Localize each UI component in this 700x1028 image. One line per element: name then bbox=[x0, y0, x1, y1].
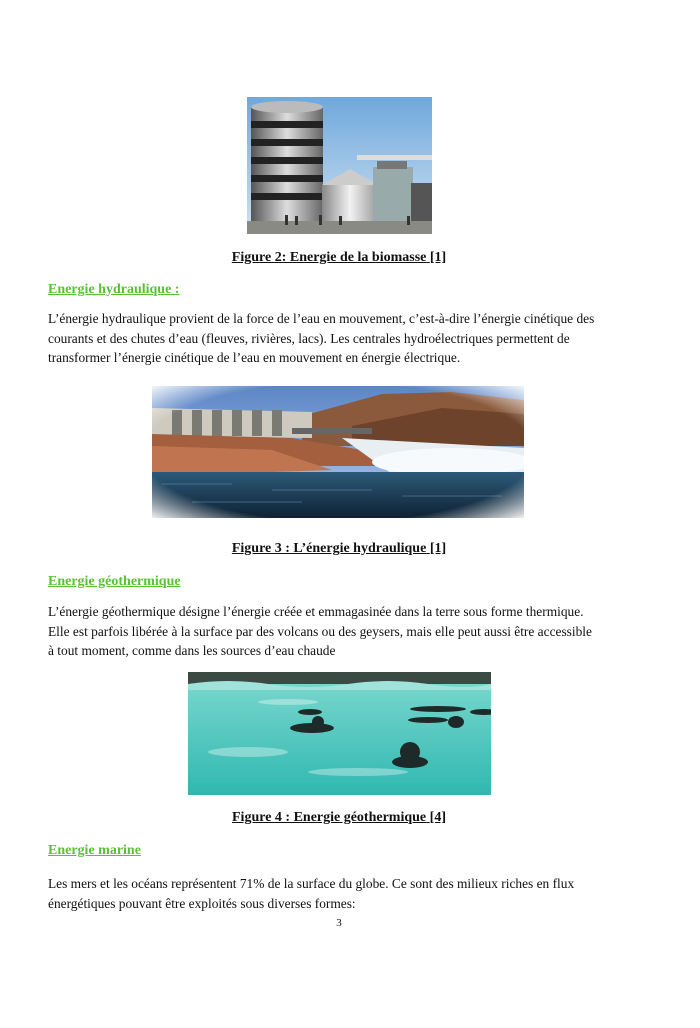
figure-2-caption: Figure 2: Energie de la biomasse [1] bbox=[231, 250, 447, 265]
heading-hydraulique: Energie hydraulique : bbox=[48, 282, 180, 297]
page-number: 3 bbox=[336, 917, 342, 929]
geothermal-pool-image bbox=[188, 672, 491, 795]
figure-4-caption: Figure 4 : Energie géothermique [4] bbox=[232, 810, 446, 825]
paragraph-line: à tout moment, comme dans les sources d’eau chaude bbox=[48, 643, 336, 658]
paragraph-line: Elle est parfois libérée à la surface par des volcans ou des geysers, mais elle peut aussi être accessible bbox=[48, 623, 592, 639]
paragraph-marine bbox=[48, 874, 574, 913]
heading-marine: Energie marine bbox=[48, 843, 141, 858]
paragraph-line: L’énergie géothermique désigne l’énergie créée et emmagasinée dans la terre sous forme thermique. bbox=[48, 604, 584, 619]
figure-3-caption: Figure 3 : L’énergie hydraulique [1] bbox=[231, 541, 447, 556]
paragraph-hydraulique bbox=[48, 309, 594, 368]
heading-geothermique: Energie géothermique bbox=[48, 574, 181, 589]
paragraph-line: L’énergie hydraulique provient de la force de l’eau en mouvement, c’est-à-dire l’énergie cinétique des bbox=[48, 311, 595, 326]
hydroelectric-dam-image bbox=[152, 386, 524, 518]
paragraph-line: énergétiques pouvant être exploités sous diverses formes: bbox=[48, 895, 356, 911]
paragraph-line: courants et des chutes d’eau (fleuves, rivières, lacs). Les centrales hydroélectriques permettent de bbox=[48, 330, 570, 346]
paragraph-geothermique bbox=[48, 602, 592, 661]
paragraph-line: Les mers et les océans représentent 71% de la surface du globe. Ce sont des milieux riches en flux bbox=[48, 876, 575, 891]
biomass-plant-image bbox=[247, 97, 432, 234]
paragraph-line: transformer l’énergie cinétique de l’eau en mouvement en énergie électrique. bbox=[48, 350, 461, 365]
